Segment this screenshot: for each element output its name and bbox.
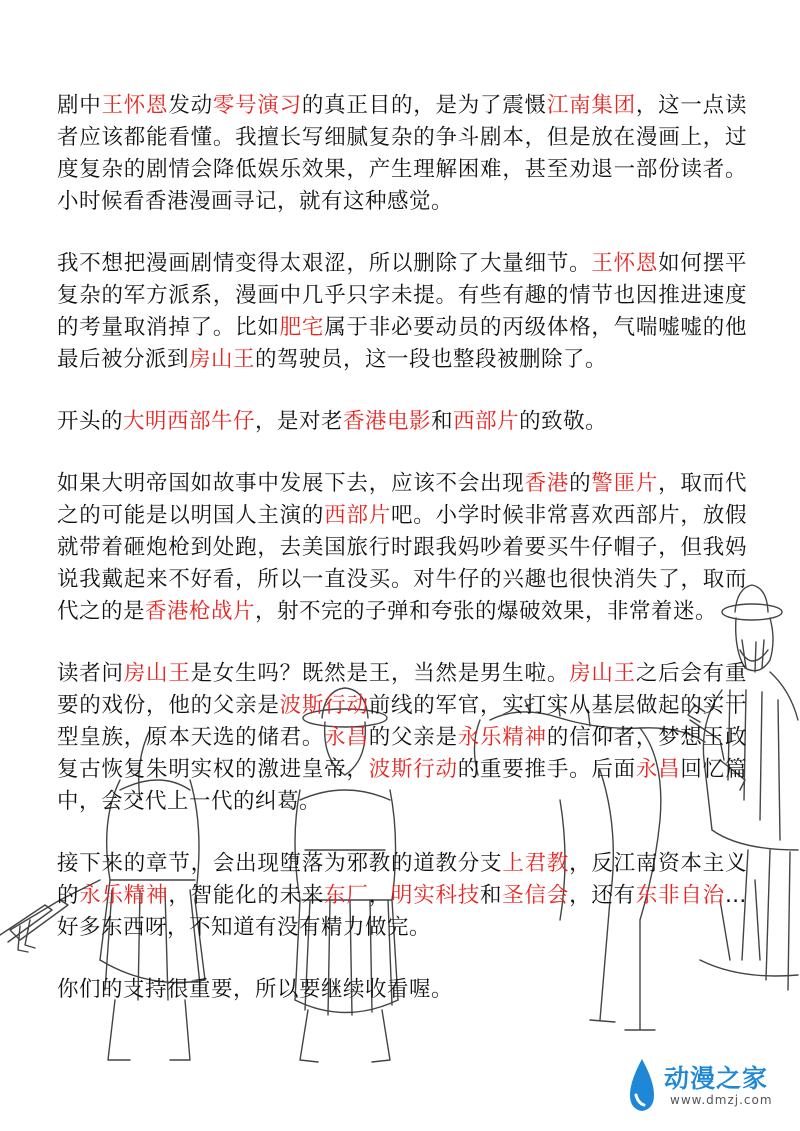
paragraph-5 — [57, 658, 747, 818]
paragraph-6 — [57, 848, 747, 944]
text-run: ，智能化的未来 — [168, 883, 325, 908]
highlighted-term: 房山王 — [123, 661, 191, 686]
highlighted-term: 永乐精神 — [79, 883, 169, 908]
text-run: ， — [368, 883, 391, 908]
text-run: 是女生吗？既然是王，当然是男生啦。 — [190, 661, 570, 686]
highlighted-term: 西部片 — [324, 503, 391, 528]
text-run: ，是对老 — [255, 409, 344, 434]
highlighted-term: 零号演习 — [212, 93, 302, 118]
highlighted-term: 房山王 — [189, 347, 256, 372]
highlighted-term: 江南集团 — [546, 93, 636, 118]
text-run: 你们的支持很重要，所以要继续收看喔。 — [57, 977, 454, 1002]
text-run: ，反江南资本主义的 — [57, 851, 747, 908]
text-run: 之后会有重要的戏份，他的父亲是 — [57, 661, 747, 718]
text-run: 如何摆平复杂的军方派系，漫画中几乎只字未提。有些有趣的情节也因推进速度的考量取消掉了。比如 — [57, 251, 747, 340]
highlighted-term: 香港枪战片 — [145, 599, 256, 624]
text-run: 的 — [569, 471, 592, 496]
text-run: 和 — [431, 409, 454, 434]
highlighted-term: 王怀恩 — [101, 93, 169, 118]
highlighted-term: 永昌 — [635, 757, 681, 782]
highlighted-term: 肥宅 — [279, 315, 325, 340]
text-run: ，取而代之的可能是以明国人主演的 — [57, 471, 747, 528]
paragraph-3 — [57, 406, 747, 438]
text-run: 吧。小学时候非常喜欢西部片，放假就带着砸炮枪到处跑，去美国旅行时跟我妈吵着要买牛仔帽子，但我妈说我戴起来不好看，所以一直没买。对牛仔的兴趣也很快消失了，取而代之的是 — [57, 503, 747, 624]
highlighted-term: 永乐精神 — [457, 725, 547, 750]
droplet-logo-icon — [620, 1055, 662, 1115]
logo-name: 动漫之家 — [664, 1064, 769, 1093]
text-run: 发动 — [168, 93, 213, 118]
highlighted-term: 东厂 — [324, 883, 369, 908]
article-body — [57, 90, 747, 1036]
text-run: 的驾驶员，这一段也整段被删除了。 — [255, 347, 608, 372]
text-run: 我不想把漫画剧情变得太艰涩，所以删除了大量细节。 — [57, 251, 592, 276]
text-run: 的重要推手。后面 — [457, 757, 636, 782]
text-run: 的致敬。 — [519, 409, 608, 434]
text-run: 开头的 — [57, 409, 124, 434]
text-run: 前线的军官，实打实从基层做起的实干型皇族，原本天选的储君。 — [57, 693, 747, 750]
paragraph-7 — [57, 974, 747, 1006]
text-run: 的信仰者，梦想王政复古恢复朱明实权的激进皇帝， — [57, 725, 747, 782]
paragraph-4 — [57, 468, 747, 628]
text-run: ，射不完的子弹和夸张的爆破效果，非常着迷。 — [255, 599, 718, 624]
highlighted-term: 香港 — [524, 471, 570, 496]
text-run: 和 — [480, 883, 503, 908]
paragraph-2 — [57, 248, 747, 376]
highlighted-term: 波斯行动 — [368, 757, 458, 782]
highlighted-term: 大明西部牛仔 — [123, 409, 256, 434]
highlighted-term: 上君教 — [502, 851, 570, 876]
text-run: 如果大明帝国如故事中发展下去，应该不会出现 — [57, 471, 525, 496]
text-run: 回忆篇中，会交代上一代的纠葛。 — [57, 757, 747, 814]
highlighted-term: 永昌 — [324, 725, 369, 750]
highlighted-term: 房山王 — [569, 661, 636, 686]
highlighted-term: 西部片 — [453, 409, 520, 434]
highlighted-term: 王怀恩 — [591, 251, 659, 276]
highlighted-term: 香港电影 — [343, 409, 432, 434]
text-run: …好多东西呀，不知道有没有精力做完。 — [57, 883, 747, 940]
text-run: 的父亲是 — [368, 725, 458, 750]
text-run: 属于非必要动员的丙级体格，气喘嘘嘘的他最后被分派到 — [57, 315, 747, 372]
dmzj-watermark-logo — [620, 1055, 790, 1117]
highlighted-term: 警匪片 — [591, 471, 659, 496]
text-run: ，这一点读者应该都能看懂。我擅长写细腻复杂的争斗剧本，但是放在漫画上，过度复杂的剧情会降低娱乐效果，产生理解困难，甚至劝退一部份读者。小时候看香港漫画寻记，就有这种感觉。 — [57, 93, 747, 214]
text-run: 接下来的章节，会出现堕落为邪教的道教分支 — [57, 851, 503, 876]
highlighted-term: 波斯行动 — [279, 693, 369, 718]
highlighted-term: 明实科技 — [390, 883, 480, 908]
paragraph-1 — [57, 90, 747, 218]
text-run: ，还有 — [569, 883, 636, 908]
text-run: 剧中 — [57, 93, 102, 118]
logo-url: www.dmzj.com — [670, 1093, 773, 1107]
text-run: 读者问 — [57, 661, 124, 686]
text-run: 的真正目的，是为了震慑 — [301, 93, 547, 118]
highlighted-term: 圣信会 — [502, 883, 570, 908]
highlighted-term: 东非自治 — [635, 883, 725, 908]
